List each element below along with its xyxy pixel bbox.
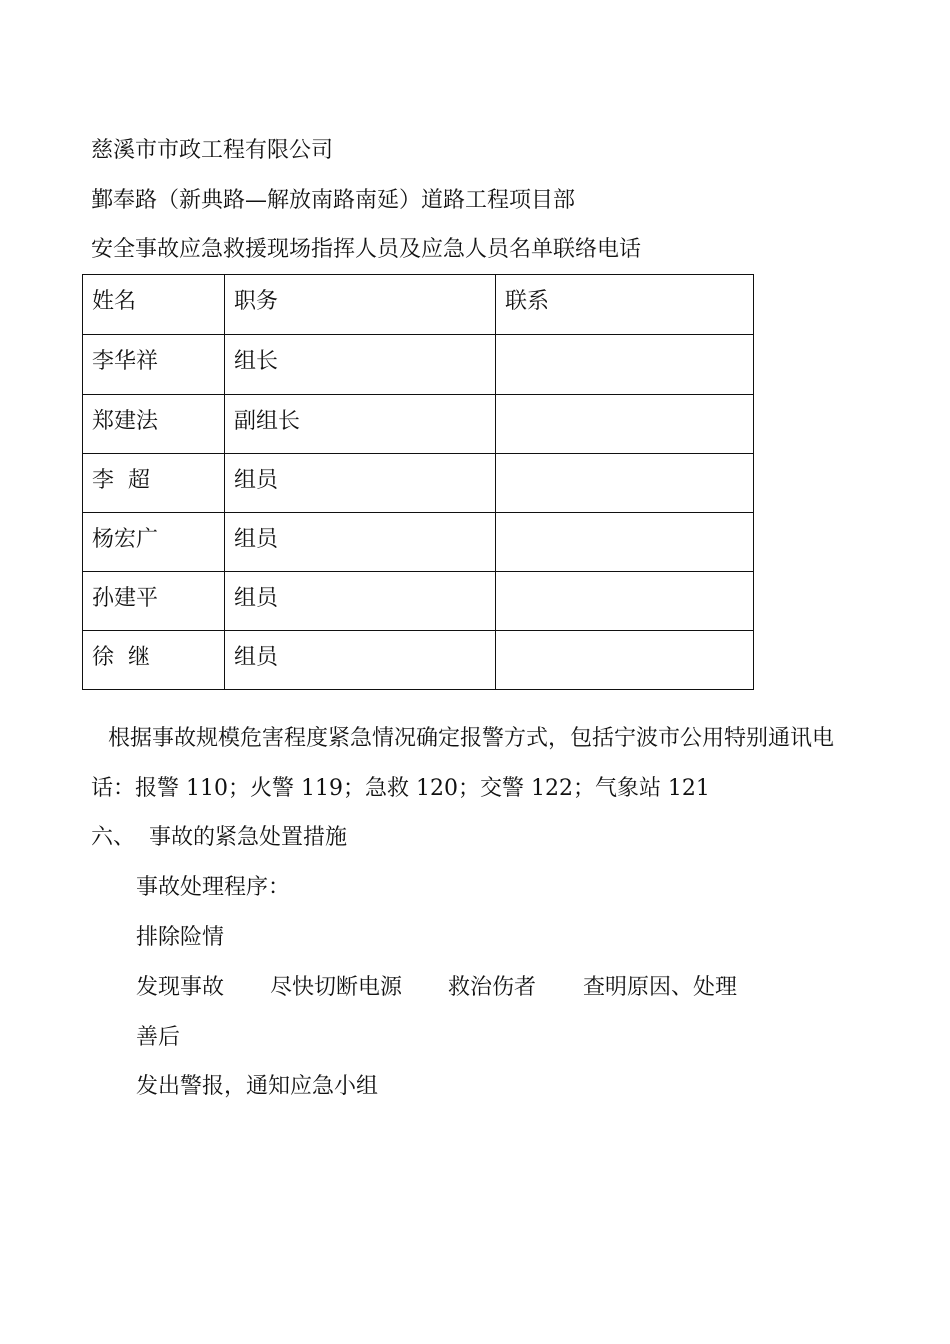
cell-name: 李华祥	[83, 335, 225, 395]
cell-name: 李 超	[83, 454, 225, 513]
cell-name: 孙建平	[83, 572, 225, 631]
flow-step-cut-power: 尽快切断电源	[270, 975, 403, 1000]
header-name: 姓名	[83, 275, 225, 335]
flow-step-investigate: 查明原因、处理	[583, 975, 738, 1000]
cell-contact	[496, 395, 754, 454]
cell-contact	[496, 513, 754, 572]
flow-step-discover: 发现事故	[136, 975, 225, 1000]
header-contact: 联系	[496, 275, 754, 335]
contact-table	[82, 274, 754, 690]
cell-name: 郑建法	[83, 395, 225, 454]
step-remove-danger: 排除险情	[136, 925, 225, 950]
cell-role: 组员	[225, 513, 496, 572]
table-row	[83, 335, 754, 395]
table-row	[83, 395, 754, 454]
cell-role: 副组长	[225, 395, 496, 454]
table-row	[83, 513, 754, 572]
flow-step-rescue: 救治伤者	[448, 975, 537, 1000]
cell-contact	[496, 631, 754, 690]
header-role: 职务	[225, 275, 496, 335]
procedure-label: 事故处理程序：	[136, 875, 291, 900]
table-header-row	[83, 275, 754, 335]
alarm-paragraph-line-2: 话：报警 110；火警 119；急救 120；交警 122；气象站 121	[91, 776, 710, 801]
table-row	[83, 454, 754, 513]
alarm-paragraph-line-1: 根据事故规模危害程度紧急情况确定报警方式，包括宁波市公用特别通讯电	[108, 726, 835, 751]
company-name: 慈溪市市政工程有限公司	[91, 138, 334, 163]
section-heading: 六、 事故的紧急处置措施	[91, 825, 347, 850]
cell-contact	[496, 454, 754, 513]
table-title: 安全事故应急救援现场指挥人员及应急人员名单联络电话	[91, 237, 642, 262]
project-department: 鄞奉路（新典路—解放南路南延）道路工程项目部	[91, 188, 576, 213]
cell-role: 组员	[225, 454, 496, 513]
cell-role: 组长	[225, 335, 496, 395]
cell-name: 徐 继	[83, 631, 225, 690]
cell-role: 组员	[225, 631, 496, 690]
cell-contact	[496, 335, 754, 395]
cell-contact	[496, 572, 754, 631]
table-row	[83, 631, 754, 690]
cell-name: 杨宏广	[83, 513, 225, 572]
step-issue-alarm: 发出警报，通知应急小组	[136, 1074, 379, 1099]
table-row	[83, 572, 754, 631]
cell-role: 组员	[225, 572, 496, 631]
step-aftermath: 善后	[136, 1025, 181, 1050]
